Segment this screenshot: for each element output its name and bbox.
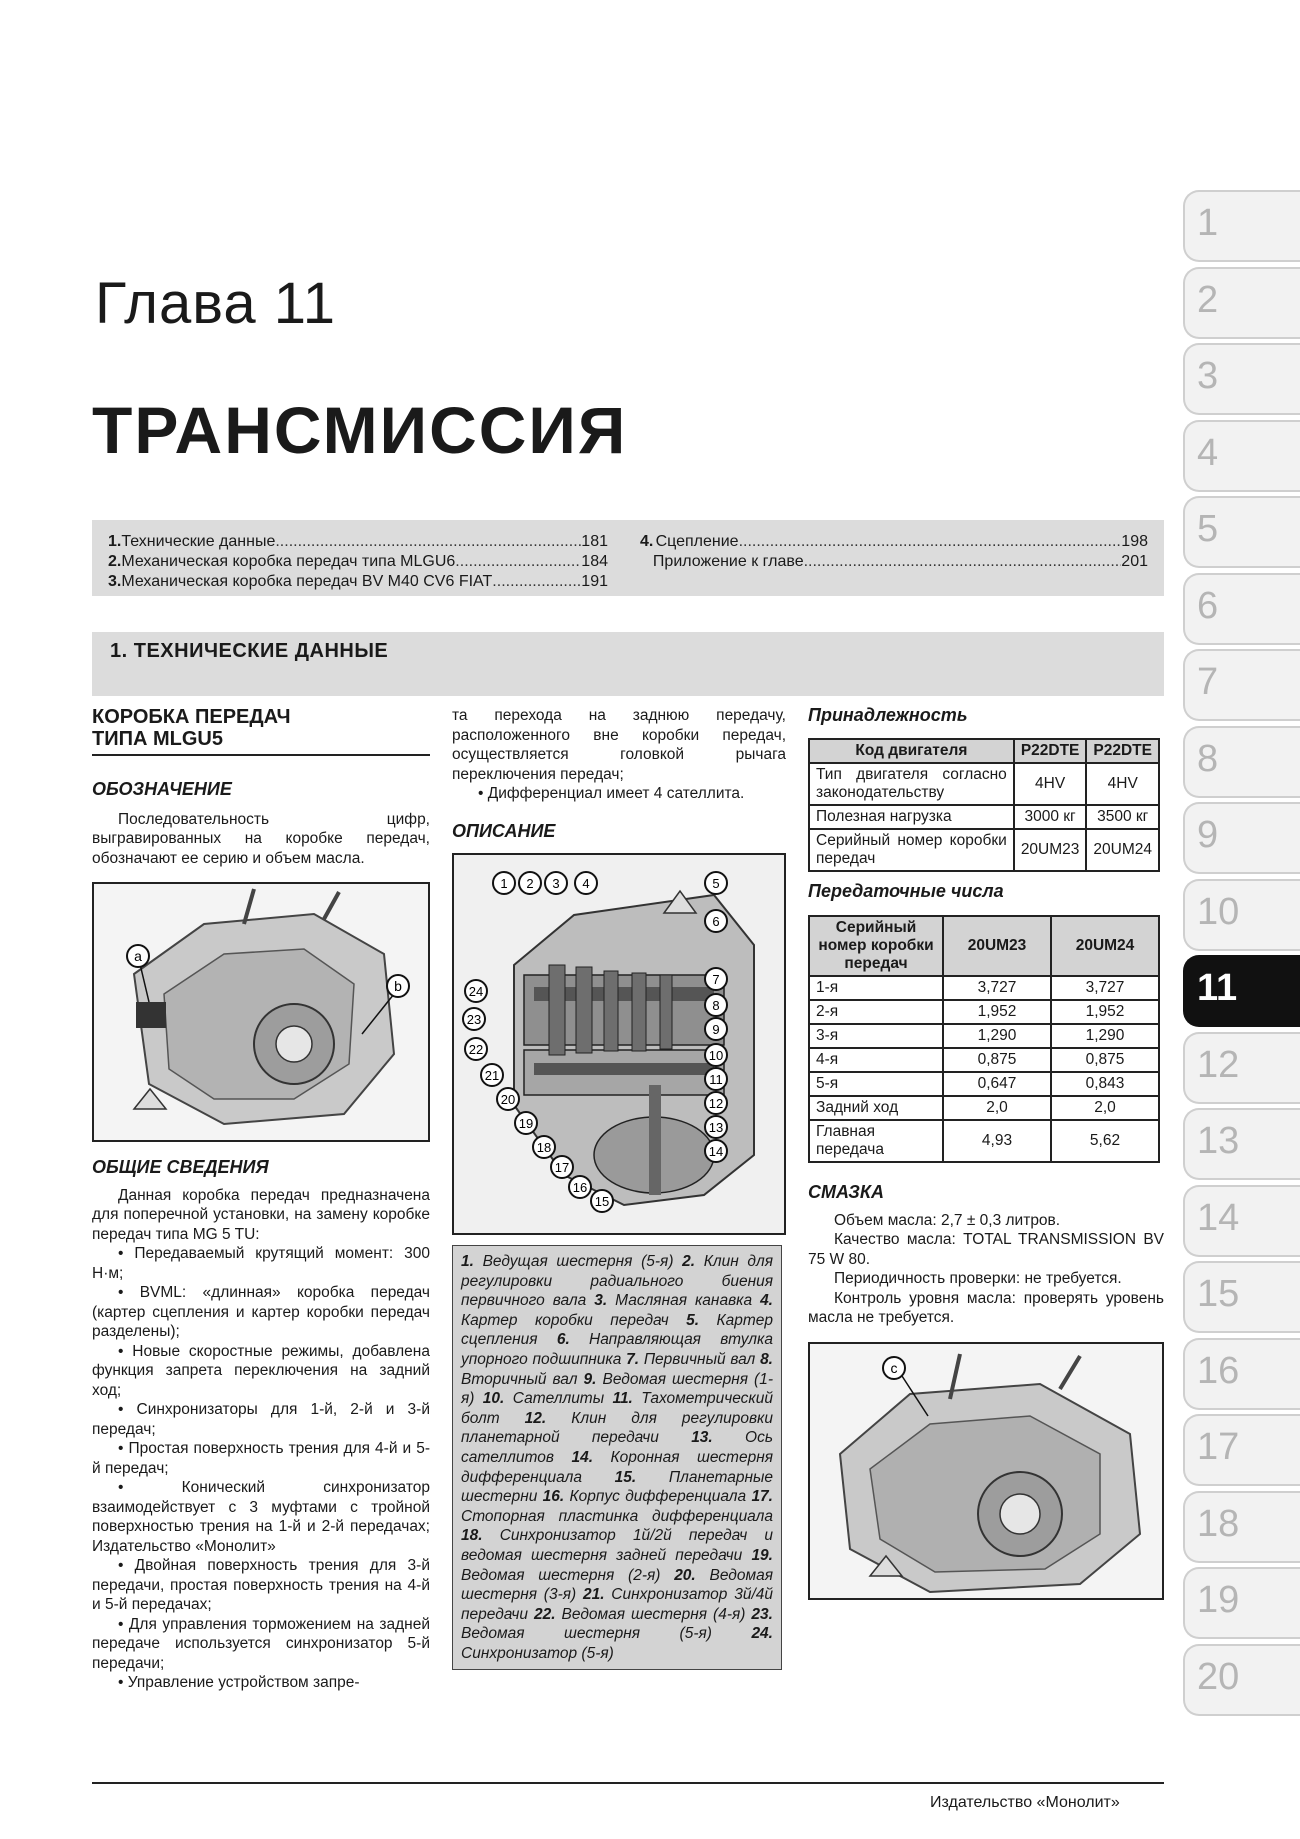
chapter-tab-12[interactable] <box>1183 1032 1300 1104</box>
legend-number: 18. <box>461 1527 483 1545</box>
gearbox-cutaway-diagram <box>454 855 784 1233</box>
table-cell: 3,727 <box>1051 976 1159 1000</box>
paragraph: • Управление устройством запре- <box>118 1674 360 1691</box>
column-left <box>92 706 430 1693</box>
legend-text: Ведомая шестерня (1-я) <box>461 1370 773 1408</box>
legend-number: 23. <box>751 1605 773 1623</box>
chapter-tab-number: 7 <box>1197 661 1219 703</box>
toc-right-column <box>640 532 1148 572</box>
gear-ratios-table <box>808 915 1160 1163</box>
column-right <box>808 706 1164 1600</box>
table-header: Серийный номер коробки передач <box>809 916 943 976</box>
toc-left-column <box>108 532 608 592</box>
table-cell: 5-я <box>809 1072 943 1096</box>
chapter-tab-number: 8 <box>1197 737 1219 780</box>
table-row <box>809 1000 1159 1024</box>
paragraph: • Двойная поверхность трения для 3-й передачи, простая поверхность трения на 4-й и 5-й передачах; <box>92 1557 430 1613</box>
table-cell: 4-я <box>809 1048 943 1072</box>
legend-text: Клин для регулировки планетарной передачи <box>461 1409 773 1447</box>
figure-label-b: b <box>394 978 402 994</box>
legend-text: Планетарные шестерни <box>461 1468 773 1506</box>
chapter-tab-6[interactable] <box>1183 573 1300 645</box>
chapter-tab-number: 10 <box>1197 890 1240 933</box>
chapter-tab-number: 19 <box>1197 1579 1240 1621</box>
paragraph: Данная коробка передач предназначена для поперечной установки, на замену коробке передач типа MG 5 TU: <box>92 1186 430 1243</box>
legend-text: Направляющая втулка упорного подшипника <box>461 1331 773 1368</box>
chapter-tab-number: 11 <box>1197 967 1238 1009</box>
chapter-tab-20[interactable] <box>1183 1644 1300 1716</box>
legend-text: Вторичный вал <box>461 1370 584 1388</box>
publisher-footer: Издательство «Монолит» <box>930 1794 1120 1811</box>
paragraph: Контроль уровня масла: проверять уровень масла не требуется. <box>808 1289 1164 1326</box>
chapter-tab-number: 4 <box>1197 431 1219 474</box>
callout-number: 7 <box>712 972 720 987</box>
general-info-heading: ОБЩИЕ СВЕДЕНИЯ <box>92 1157 269 1177</box>
paragraph: • Простая поверхность трения для 4-й и 5-й передач; <box>92 1440 430 1477</box>
table-row <box>809 976 1159 1000</box>
table-row <box>809 1072 1159 1096</box>
toc-entry[interactable]: Приложение к главе ..... 201 <box>640 552 1148 572</box>
callout-number: 5 <box>712 876 720 891</box>
callout-number: 1 <box>500 876 508 891</box>
chapter-title: ТРАНСМИССИЯ <box>92 393 628 467</box>
table-row <box>809 1024 1159 1048</box>
callout-number: 10 <box>708 1048 724 1063</box>
description-heading: ОПИСАНИЕ <box>452 820 556 841</box>
legend-number: 2. <box>682 1253 696 1270</box>
callout-number: 19 <box>518 1116 534 1131</box>
legend-text: Корпус дифференциала <box>564 1488 752 1506</box>
legend-number: 24. <box>751 1625 773 1643</box>
paragraph: • Передаваемый крутящий момент: 300 Н·м; <box>92 1245 430 1282</box>
table-row <box>809 1096 1159 1120</box>
chapter-tab-10[interactable] <box>1183 879 1300 951</box>
paragraph: Периодичность проверки: не требуется. <box>834 1270 1122 1287</box>
chapter-tab-number: 1 <box>1197 202 1219 244</box>
table-header-row <box>809 916 1159 976</box>
table-header: P22DTE <box>1014 739 1087 763</box>
table-cell: 0,647 <box>943 1072 1051 1096</box>
legend-text: Клин для регулировки радиального биения первичного вала <box>461 1253 773 1310</box>
legend-number: 22. <box>534 1605 556 1623</box>
legend-text: Ведомая шестерня (3-я) <box>461 1566 774 1604</box>
table-cell: 4,93 <box>943 1120 1051 1162</box>
designation-text: Последовательность цифр, выгравированных на коробке передач, обозначают ее серию и объем масла. <box>92 810 430 867</box>
paragraph: та перехода на заднюю передачу, расположенного вне коробки передач, осуществляется головкой рычага переключения передач; <box>452 707 786 783</box>
table-cell: 0,843 <box>1051 1072 1159 1096</box>
table-cell: Серийный номер коробки передач <box>809 829 1014 871</box>
callout-number: 18 <box>536 1140 552 1155</box>
legend-text: Коронная шестерня дифференциала <box>461 1448 774 1486</box>
ownership-heading: Принадлежность <box>808 705 968 725</box>
lubrication-heading: СМАЗКА <box>808 1182 884 1202</box>
callout-number: 23 <box>466 1012 482 1027</box>
table-row <box>809 1120 1159 1162</box>
legend-text: Масляная канавка <box>607 1292 761 1310</box>
table-cell: Главная передача <box>809 1120 943 1162</box>
table-cell: 1,290 <box>1051 1024 1159 1048</box>
chapter-tab-19[interactable] <box>1183 1567 1300 1639</box>
footer-rule <box>92 1782 1164 1784</box>
callout-number: 11 <box>709 1072 723 1087</box>
legend-number: 19. <box>751 1546 773 1564</box>
table-header-row <box>809 739 1159 763</box>
table-cell: Полезная нагрузка <box>809 805 1014 829</box>
ratios-heading: Передаточные числа <box>808 880 1004 901</box>
legend-text: Ведущая шестерня (5-я) <box>473 1253 683 1270</box>
legend-number: 4. <box>760 1292 773 1310</box>
legend-number: 14. <box>571 1448 594 1466</box>
chapter-tab-11[interactable] <box>1183 955 1300 1027</box>
table-cell: Задний ход <box>809 1096 943 1120</box>
legend-number: 1. <box>461 1253 474 1270</box>
legend-text: Синхронизатор (5-я) <box>461 1644 614 1662</box>
legend-text: Тахометрический болт <box>461 1390 773 1427</box>
table-cell: 1,952 <box>943 1000 1051 1024</box>
callout-number: 12 <box>708 1096 724 1111</box>
table-row <box>809 829 1159 871</box>
table-cell: 0,875 <box>1051 1048 1159 1072</box>
legend-number: 9. <box>583 1370 597 1388</box>
toc-entry[interactable]: 1. Технические данные ..... 181 <box>108 532 608 552</box>
chapter-tab-number: 16 <box>1197 1349 1240 1392</box>
section-header <box>92 632 1164 696</box>
chapter-tab-14[interactable] <box>1183 1185 1300 1257</box>
legend-number: 13. <box>691 1429 713 1447</box>
table-cell: Тип двигателя согласно законодательству <box>809 763 1014 805</box>
table-header: Код двигателя <box>809 739 1014 763</box>
paragraph: • Конический синхронизатор взаимодействует с 3 муфтами с тройной поверхностью трения на 1-й и 2-й передачах; Издательство «Монолит» <box>92 1479 430 1555</box>
table-cell: 4HV <box>1086 763 1159 805</box>
table-cell: 3-я <box>809 1024 943 1048</box>
callout-number: 15 <box>594 1194 610 1209</box>
callout-number: 17 <box>554 1160 570 1175</box>
chapter-tab-9[interactable] <box>1183 802 1300 874</box>
chapter-tab-7[interactable] <box>1183 649 1300 721</box>
table-row <box>809 805 1159 829</box>
legend-text: Картер коробки передач <box>461 1311 687 1329</box>
chapter-tab-2[interactable] <box>1183 267 1300 339</box>
legend-number: 11. <box>612 1390 633 1408</box>
gearbox-heading-line2: ТИПА MLGU5 <box>92 728 223 750</box>
chapter-tab-13[interactable] <box>1183 1108 1300 1180</box>
toc-entry[interactable]: 2. Механическая коробка передач типа MLGU6 ..... 184 <box>108 552 608 572</box>
lubrication-text <box>808 1211 1164 1328</box>
legend-text: Первичный вал <box>639 1350 761 1368</box>
table-cell: 20UM24 <box>1086 829 1159 871</box>
gearbox-cutaway-figure <box>452 853 786 1235</box>
ownership-table <box>808 738 1160 872</box>
callout-number: 3 <box>552 876 560 891</box>
legend-text: Ось сателлитов <box>461 1429 773 1466</box>
paragraph: • Новые скоростные режимы, добавлена функция запрета переключения на задний ход; <box>92 1342 430 1399</box>
chapter-tab-number: 9 <box>1197 814 1219 856</box>
table-cell: 5,62 <box>1051 1120 1159 1162</box>
gearbox-illustration <box>94 884 428 1140</box>
legend-text: Картер сцепления <box>461 1311 773 1349</box>
legend-number: 20. <box>674 1566 696 1584</box>
gearbox-heading-line1: КОРОБКА ПЕРЕДАЧ <box>92 706 291 728</box>
callout-number: 13 <box>708 1120 724 1135</box>
gearbox-illustration-2 <box>810 1344 1162 1598</box>
chapter-tab-number: 3 <box>1197 355 1219 397</box>
legend-number: 16. <box>542 1488 565 1506</box>
callout-number: 2 <box>526 876 534 891</box>
legend-number: 12. <box>524 1409 547 1427</box>
chapter-tab-number: 13 <box>1197 1120 1240 1162</box>
table-cell: 2,0 <box>1051 1096 1159 1120</box>
table-row <box>809 1048 1159 1072</box>
chapter-toc <box>92 520 1164 596</box>
callout-number: 20 <box>500 1092 516 1107</box>
callout-number: 22 <box>468 1042 484 1057</box>
heading-rule <box>92 754 430 756</box>
table-header: 20UM23 <box>943 916 1051 976</box>
table-cell: 4HV <box>1014 763 1087 805</box>
chapter-tab-8[interactable] <box>1183 726 1300 798</box>
paragraph: • Дифференциал имеет 4 сателлита. <box>478 785 745 802</box>
table-cell: 1-я <box>809 976 943 1000</box>
chapter-tab-number: 12 <box>1197 1043 1240 1086</box>
legend-text: Стопорная пластинка дифференциала <box>461 1507 773 1525</box>
legend-text: Синхронизатор 3й/4й передачи <box>461 1586 773 1623</box>
table-cell: 20UM23 <box>1014 829 1087 871</box>
table-cell: 1,952 <box>1051 1000 1159 1024</box>
legend-number: 5. <box>686 1311 700 1329</box>
legend-number: 10. <box>482 1390 505 1408</box>
chapter-label: Глава 11 <box>95 271 336 336</box>
legend-number: 21. <box>582 1586 605 1604</box>
legend-text: Ведомая шестерня (4-я) <box>555 1605 752 1623</box>
chapter-tab-4[interactable] <box>1183 420 1300 492</box>
legend-text: Сателлиты <box>504 1390 613 1408</box>
paragraph: Объем масла: 2,7 ± 0,3 литров. <box>834 1211 1061 1229</box>
table-header: P22DTE <box>1086 739 1159 763</box>
chapter-tab-number: 2 <box>1197 278 1219 321</box>
figure-label-c: c <box>890 1359 898 1376</box>
table-cell: 3000 кг <box>1014 805 1087 829</box>
legend-number: 15. <box>614 1468 637 1486</box>
callout-number: 16 <box>572 1180 588 1195</box>
callout-number: 6 <box>712 914 720 929</box>
legend-caption <box>452 1245 782 1670</box>
legend-number: 8. <box>760 1350 773 1368</box>
paragraph: Качество масла: TOTAL TRANSMISSION BV 75 W 80. <box>808 1231 1164 1268</box>
legend-text: Ведомая шестерня (2-я) <box>461 1566 675 1584</box>
callout-number: 8 <box>712 998 720 1013</box>
chapter-tab-number: 17 <box>1197 1426 1240 1468</box>
section-title: 1. ТЕХНИЧЕСКИЕ ДАННЫЕ <box>110 640 389 662</box>
chapter-tab-number: 6 <box>1197 584 1219 627</box>
chapter-tab-number: 14 <box>1197 1196 1240 1239</box>
column-middle <box>452 706 786 1670</box>
chapter-tab-number: 20 <box>1197 1655 1240 1698</box>
legend-number: 7. <box>626 1350 640 1368</box>
table-cell: 2-я <box>809 1000 943 1024</box>
paragraph: • Для управления торможением на задней передаче используется синхронизатор 5-й передачи; <box>92 1615 430 1672</box>
chapter-tab-number: 18 <box>1197 1502 1240 1545</box>
callout-number: 14 <box>708 1144 724 1159</box>
table-cell: 3500 кг <box>1086 805 1159 829</box>
chapter-tab-17[interactable] <box>1183 1414 1300 1486</box>
callout-number: 24 <box>468 984 484 999</box>
figure-label-a: a <box>134 948 142 964</box>
chapter-tab-number: 15 <box>1197 1273 1240 1315</box>
chapter-tab-3[interactable] <box>1183 343 1300 415</box>
general-info-text <box>92 1186 430 1693</box>
legend-number: 17. <box>751 1488 773 1506</box>
chapter-tab-5[interactable] <box>1183 496 1300 568</box>
gearbox-photo-figure-2 <box>808 1342 1164 1600</box>
chapter-tab-number: 5 <box>1197 508 1219 550</box>
callout-number: 4 <box>582 876 590 891</box>
chapter-tab-1[interactable] <box>1183 190 1300 262</box>
legend-text: Ведомая шестерня (5-я) <box>461 1625 752 1643</box>
paragraph: • BVML: «длинная» коробка передач (картер сцепления и картер коробки передач разделены); <box>92 1284 430 1340</box>
gearbox-photo-figure <box>92 882 430 1142</box>
callout-number: 21 <box>484 1068 500 1083</box>
toc-entry[interactable]: 3. Механическая коробка передач BV M40 CV6 FIAT ..... 191 <box>108 572 608 592</box>
table-row <box>809 763 1159 805</box>
table-cell: 3,727 <box>943 976 1051 1000</box>
table-cell: 2,0 <box>943 1096 1051 1120</box>
table-header: 20UM24 <box>1051 916 1159 976</box>
legend-number: 6. <box>556 1331 570 1349</box>
chapter-tab-15[interactable] <box>1183 1261 1300 1333</box>
chapter-tab-16[interactable] <box>1183 1338 1300 1410</box>
table-cell: 1,290 <box>943 1024 1051 1048</box>
table-cell: 0,875 <box>943 1048 1051 1072</box>
designation-heading: ОБОЗНАЧЕНИЕ <box>92 779 232 799</box>
paragraph: • Синхронизаторы для 1-й, 2-й и 3-й передач; <box>92 1401 430 1438</box>
callout-number: 9 <box>712 1022 720 1037</box>
legend-number: 3. <box>594 1292 608 1310</box>
chapter-tab-18[interactable] <box>1183 1491 1300 1563</box>
legend-text: Синхронизатор 1й/2й передач и ведомая шестерня задней передачи <box>461 1527 773 1564</box>
toc-entry[interactable]: 4. Сцепление ..... 198 <box>640 532 1148 552</box>
